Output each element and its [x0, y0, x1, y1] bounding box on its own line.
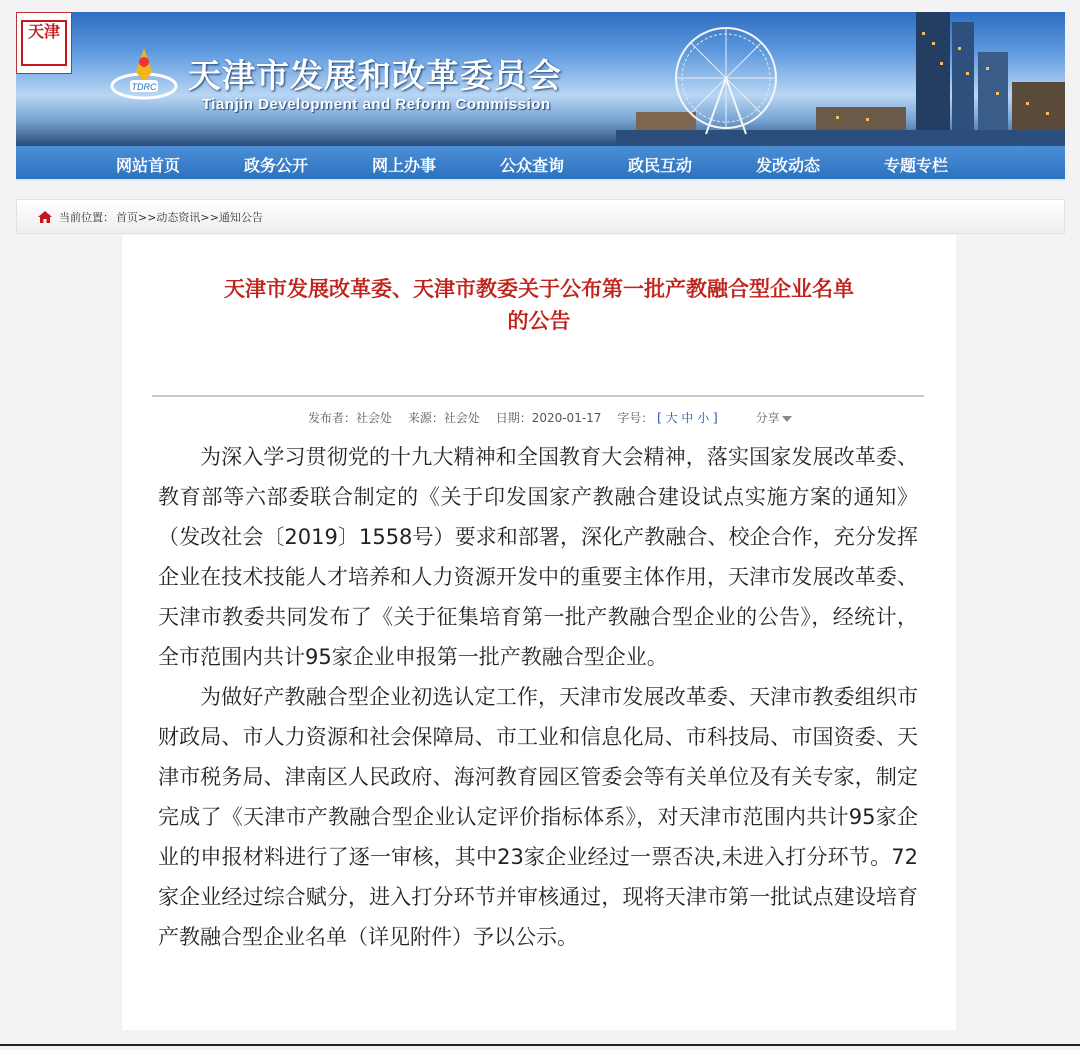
nav-public-inquiry[interactable]: 公众查询: [500, 156, 565, 175]
site-title: 天津市发展和改革委员会: [188, 56, 562, 95]
article-meta: [308, 409, 792, 426]
publish-date: 日期：2020-01-17: [495, 411, 602, 425]
article-title-line1: 天津市发展改革委、天津市教委关于公布第一批产教融合型企业名单: [224, 277, 854, 301]
logo-seal: 天津: [21, 20, 67, 66]
nav-online-services[interactable]: 网上办事: [372, 156, 437, 175]
breadcrumb: [16, 199, 1065, 234]
breadcrumb-path[interactable]: 首页>>动态资讯>>通知公告: [116, 210, 263, 224]
font-size-label: 字号：: [617, 411, 654, 425]
city-skyline-illustration: [616, 12, 1065, 146]
publisher: 发布者：社会处: [308, 411, 393, 425]
breadcrumb-label: 当前位置：: [59, 210, 114, 224]
page-bottom-border: [0, 1044, 1080, 1046]
nav-news[interactable]: 发改动态: [756, 156, 821, 175]
nav-home[interactable]: 网站首页: [116, 156, 181, 175]
font-size-selector[interactable]: [ 大 中 小 ]: [657, 411, 718, 425]
nav-special-topics[interactable]: 专题专栏: [884, 156, 949, 175]
home-icon: [37, 210, 53, 224]
divider: [152, 395, 924, 397]
article-title: [172, 273, 906, 337]
article-container: [122, 235, 956, 1030]
nav-government-affairs[interactable]: 政务公开: [244, 156, 309, 175]
article-title-line2: 的公告: [507, 309, 571, 333]
tianjin-logo[interactable]: [16, 12, 72, 74]
site-subtitle: Tianjin Development and Reform Commission: [202, 96, 551, 113]
source: 来源：社会处: [407, 411, 480, 425]
nav-interaction[interactable]: 政民互动: [628, 156, 693, 175]
share-button[interactable]: [756, 411, 792, 425]
share-label: 分享: [755, 411, 780, 425]
article-paragraph: 为深入学习贯彻党的十九大精神和全国教育大会精神，落实国家发展改革委、教育部等六部委联合制定的《关于印发国家产教融合建设试点实施方案的通知》（发改社会〔2019〕1558号）要求和部署，深化产教融合、校企合作，充分发挥企业在技术技能人才培养和人力资源开发中的重要主体作用，天津市发展改革委、天津市教委共同发布了《关于征集培育第一批产教融合型企业的公告》，经统计，全市范围内共计95家企业申报第一批产教融合型企业。: [158, 445, 918, 669]
commission-emblem-icon: [108, 42, 180, 104]
svg-text:TDRC: TDRC: [131, 82, 157, 92]
article-body: [158, 437, 918, 957]
main-navigation: [16, 146, 1065, 181]
site-banner: [16, 12, 1065, 146]
chevron-down-icon: [782, 416, 792, 422]
article-paragraph: 为做好产教融合型企业初选认定工作，天津市发展改革委、天津市教委组织市财政局、市人力资源和社会保障局、市工业和信息化局、市科技局、市国资委、天津市税务局、津南区人民政府、海河教育园区管委会等有关单位及有关专家，制定完成了《天津市产教融合型企业认定评价指标体系》，对天津市范围内共计95家企业的申报材料进行了逐一审核，其中23家企业经过一票否决,未进入打分环节。72家企业经过综合赋分，进入打分环节并审核通过，现将天津市第一批试点建设培育产教融合型企业名单（详见附件）予以公示。: [158, 685, 918, 949]
